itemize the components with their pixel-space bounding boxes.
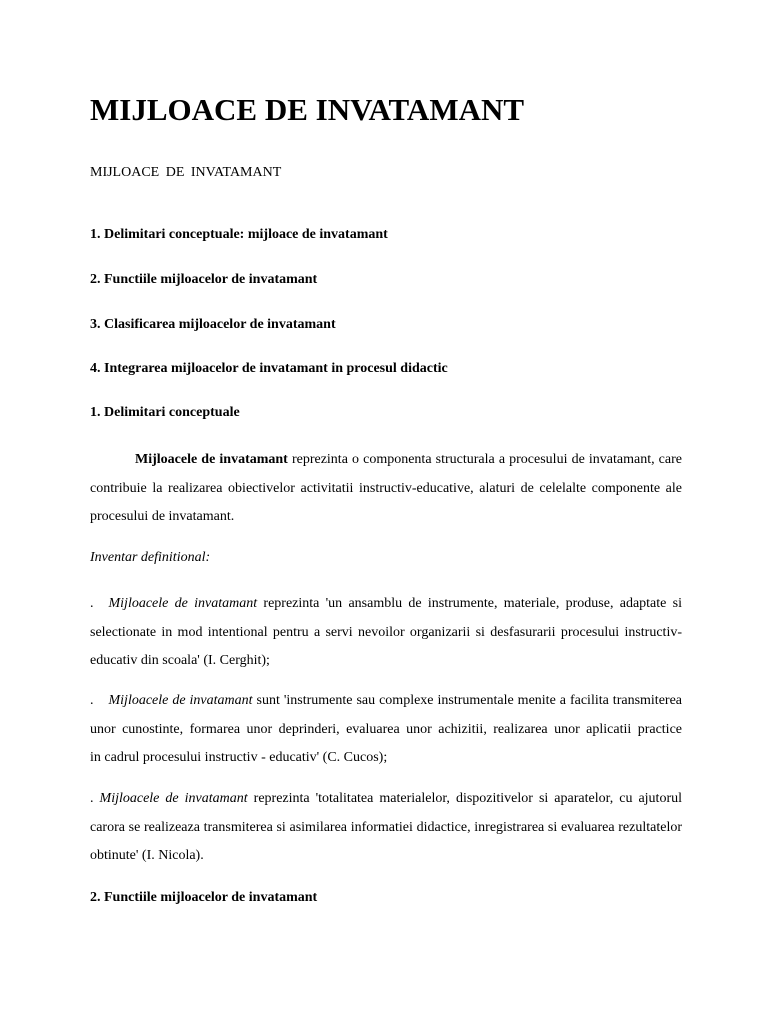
definition-3-term: Mijloacele de invatamant — [99, 791, 248, 806]
intro-line-3: procesului de invatamant. — [90, 509, 235, 524]
definition-2-line-3: in cadrul procesului instructiv - educativ' (C. Cucos); — [90, 750, 388, 765]
intro-line-1-text: reprezinta o componenta structurala a procesului de invatamant, care — [287, 452, 682, 467]
definition-3-line-1 — [90, 785, 682, 814]
definition-1-line-2: selectionate in mod intentional pentru a servi nevoilor organizarii si desfasurarii procesului instructiv- — [90, 624, 682, 640]
definition-3-line-3: obtinute' (I. Nicola). — [90, 848, 204, 863]
toc-item-3: 3. Clasificarea mijloacelor de invatamant — [90, 317, 336, 332]
toc-item-1: 1. Delimitari conceptuale: mijloace de invatamant — [90, 227, 388, 242]
definition-1 — [90, 590, 682, 676]
toc-item-4: 4. Integrarea mijloacelor de invatamant in procesul didactic — [90, 361, 448, 376]
inventory-label: Inventar definitional: — [90, 550, 211, 565]
definition-3-line-1-text: reprezinta 'totalitatea materialelor, dispozitivelor si aparatelor, cu ajutorul — [247, 791, 683, 806]
intro-paragraph — [90, 446, 682, 532]
section-1-heading: 1. Delimitari conceptuale — [90, 405, 240, 420]
definition-1-line-1 — [90, 590, 682, 619]
intro-line-1 — [90, 446, 682, 475]
definition-2-line-1 — [90, 687, 682, 716]
section-2-heading: 2. Functiile mijloacelor de invatamant — [90, 890, 318, 905]
definition-3-bullet: . — [90, 791, 100, 806]
definition-2 — [90, 687, 682, 773]
definition-3 — [90, 785, 682, 871]
document-subtitle: MIJLOACE DE INVATAMANT — [90, 165, 282, 180]
definition-1-line-1-text: reprezinta 'un ansamblu de instrumente, materiale, produse, adaptate si — [257, 596, 682, 611]
definition-1-term: Mijloacele de invatamant — [108, 596, 258, 611]
intro-line-2: contribuie la realizarea obiectivelor activitatii instructiv-educative, alaturi de celelalte componente ale — [90, 480, 682, 496]
document-title: MIJLOACE DE INVATAMANT — [90, 92, 525, 127]
intro-term: Mijloacele de invatamant — [135, 452, 288, 467]
definition-1-bullet: . — [90, 596, 94, 611]
definition-2-bullet: . — [90, 693, 94, 708]
definition-1-line-3: educativ din scoala' (I. Cerghit); — [90, 653, 270, 668]
toc-item-2: 2. Functiile mijloacelor de invatamant — [90, 272, 318, 287]
definition-2-line-1-text: sunt 'instrumente sau complexe instrumentale menite a facilita transmiterea — [252, 693, 682, 708]
definition-3-line-2: carora se realizeaza transmiterea si asimilarea informatiei didactice, inregistrarea si evaluarea rezultatelor — [90, 819, 682, 835]
definition-2-term: Mijloacele de invatamant — [108, 693, 253, 708]
definition-2-line-2: unor cunostinte, formarea unor deprinderi, evaluarea unor achizitii, realizarea unor aplicatii practice — [90, 721, 682, 737]
